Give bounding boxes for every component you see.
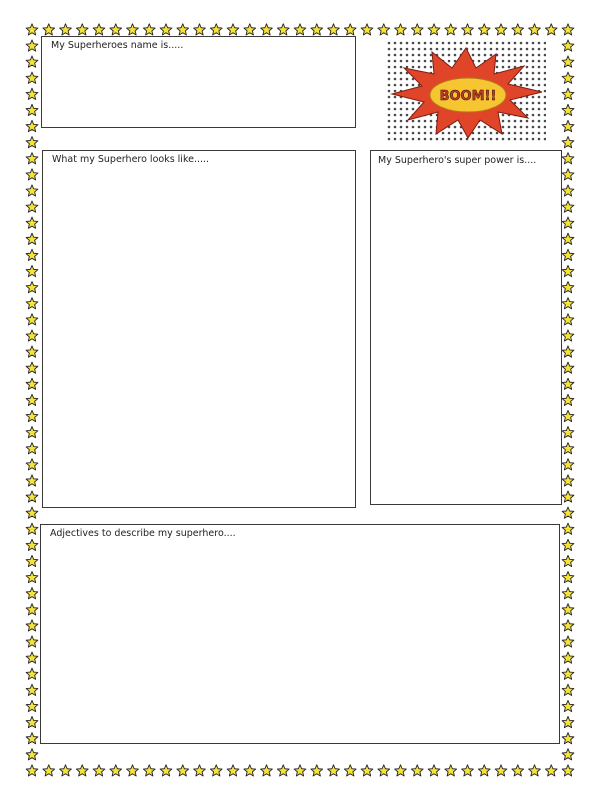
star-icon (26, 217, 38, 228)
star-icon (562, 749, 574, 760)
star-icon (26, 201, 38, 212)
star-icon (76, 24, 88, 35)
super-power-box[interactable] (370, 150, 562, 505)
star-icon (562, 120, 574, 131)
star-icon (311, 24, 323, 35)
star-icon (562, 491, 574, 502)
star-icon (562, 346, 574, 357)
star-icon (244, 24, 256, 35)
star-icon (26, 330, 38, 341)
star-icon (495, 765, 507, 776)
star-icon (562, 153, 574, 164)
star-icon (378, 24, 390, 35)
star-icon (562, 362, 574, 373)
star-icon (562, 636, 574, 647)
star-icon (562, 185, 574, 196)
star-icon (562, 507, 574, 518)
star-icon (562, 572, 574, 583)
star-icon (26, 604, 38, 615)
star-icon (26, 362, 38, 373)
star-icon (26, 153, 38, 164)
star-icon (26, 394, 38, 405)
star-icon (529, 24, 541, 35)
star-icon (76, 765, 88, 776)
adjectives-box[interactable] (40, 524, 560, 744)
star-icon (26, 652, 38, 663)
star-icon (43, 24, 55, 35)
star-icon (445, 765, 457, 776)
star-icon (26, 555, 38, 566)
star-icon (177, 24, 189, 35)
star-icon (562, 652, 574, 663)
star-icon (562, 765, 574, 776)
star-icon (562, 394, 574, 405)
star-icon (562, 249, 574, 260)
star-icon (562, 459, 574, 470)
star-icon (177, 765, 189, 776)
superhero-name-label: My Superheroes name is..... (51, 40, 184, 51)
star-icon (160, 765, 172, 776)
star-icon (60, 765, 72, 776)
adjectives-label: Adjectives to describe my superhero.... (50, 528, 236, 539)
star-icon (361, 765, 373, 776)
star-icon (143, 765, 155, 776)
star-icon (428, 765, 440, 776)
star-icon (562, 217, 574, 228)
star-icon (26, 56, 38, 67)
star-icon (562, 169, 574, 180)
star-icon (194, 765, 206, 776)
star-icon (562, 56, 574, 67)
star-icon (562, 40, 574, 51)
star-icon (26, 88, 38, 99)
star-icon (562, 700, 574, 711)
star-icon (26, 298, 38, 309)
star-icon (26, 620, 38, 631)
star-icon (562, 427, 574, 438)
superhero-name-box[interactable] (41, 36, 356, 128)
super-power-label: My Superhero's super power is.... (378, 155, 537, 166)
star-icon (495, 24, 507, 35)
superhero-looks-box[interactable] (42, 150, 356, 508)
star-icon (478, 24, 490, 35)
star-icon (160, 24, 172, 35)
star-icon (328, 765, 340, 776)
star-icon (110, 24, 122, 35)
star-icon (26, 700, 38, 711)
star-icon (26, 523, 38, 534)
star-icon (411, 765, 423, 776)
star-icon (26, 185, 38, 196)
star-icon (562, 282, 574, 293)
star-icon (26, 765, 38, 776)
comic-explosion-icon (386, 40, 546, 142)
star-icon (261, 24, 273, 35)
star-icon (562, 733, 574, 744)
star-icon (244, 765, 256, 776)
star-icon (395, 24, 407, 35)
boom-text: BOOM!! (439, 89, 497, 104)
star-icon (26, 314, 38, 325)
star-icon (277, 765, 289, 776)
star-icon (26, 137, 38, 148)
star-icon (529, 765, 541, 776)
star-icon (294, 765, 306, 776)
star-icon (26, 507, 38, 518)
star-icon (562, 410, 574, 421)
star-icon (93, 765, 105, 776)
star-icon (43, 765, 55, 776)
star-icon (562, 716, 574, 727)
star-icon (277, 24, 289, 35)
star-icon (26, 491, 38, 502)
star-icon (562, 24, 574, 35)
star-icon (194, 24, 206, 35)
star-icon (26, 169, 38, 180)
star-icon (143, 24, 155, 35)
star-icon (428, 24, 440, 35)
star-icon (26, 120, 38, 131)
star-icon (545, 24, 557, 35)
star-icon (210, 24, 222, 35)
star-icon (311, 765, 323, 776)
star-icon (26, 233, 38, 244)
star-icon (562, 88, 574, 99)
star-icon (127, 765, 139, 776)
star-icon (26, 668, 38, 679)
star-icon (227, 24, 239, 35)
star-icon (512, 24, 524, 35)
star-icon (478, 765, 490, 776)
star-icon (26, 539, 38, 550)
star-icon (26, 716, 38, 727)
star-icon (562, 265, 574, 276)
star-icon (26, 72, 38, 83)
star-icon (328, 24, 340, 35)
star-icon (93, 24, 105, 35)
star-icon (562, 137, 574, 148)
star-icon (562, 443, 574, 454)
star-icon (26, 684, 38, 695)
star-icon (462, 24, 474, 35)
star-icon (110, 765, 122, 776)
star-icon (294, 24, 306, 35)
superhero-looks-label: What my Superhero looks like..... (52, 154, 210, 165)
star-icon (562, 201, 574, 212)
star-icon (562, 668, 574, 679)
star-icon (562, 314, 574, 325)
star-icon (562, 475, 574, 486)
star-icon (127, 24, 139, 35)
star-icon (462, 765, 474, 776)
star-icon (26, 588, 38, 599)
star-icon (562, 539, 574, 550)
star-icon (445, 24, 457, 35)
star-icon (562, 72, 574, 83)
star-icon (562, 104, 574, 115)
star-icon (26, 572, 38, 583)
star-icon (562, 523, 574, 534)
star-icon (562, 298, 574, 309)
star-icon (227, 765, 239, 776)
star-icon (344, 765, 356, 776)
star-icon (562, 588, 574, 599)
star-icon (562, 604, 574, 615)
star-icon (378, 765, 390, 776)
star-icon (26, 346, 38, 357)
star-icon (562, 555, 574, 566)
star-icon (26, 733, 38, 744)
star-icon (26, 443, 38, 454)
star-icon (361, 24, 373, 35)
star-icon (210, 765, 222, 776)
star-icon (26, 427, 38, 438)
star-icon (545, 765, 557, 776)
star-icon (26, 282, 38, 293)
star-icon (562, 233, 574, 244)
star-icon (512, 765, 524, 776)
star-icon (26, 265, 38, 276)
star-icon (344, 24, 356, 35)
star-icon (411, 24, 423, 35)
star-icon (562, 620, 574, 631)
star-icon (26, 475, 38, 486)
star-icon (26, 40, 38, 51)
star-icon (26, 104, 38, 115)
star-icon (562, 378, 574, 389)
star-icon (26, 459, 38, 470)
star-icon (26, 378, 38, 389)
star-icon (562, 684, 574, 695)
star-icon (60, 24, 72, 35)
star-icon (26, 249, 38, 260)
star-icon (26, 410, 38, 421)
star-icon (26, 749, 38, 760)
star-icon (261, 765, 273, 776)
star-icon (562, 330, 574, 341)
star-icon (26, 636, 38, 647)
star-icon (26, 24, 38, 35)
star-icon (395, 765, 407, 776)
